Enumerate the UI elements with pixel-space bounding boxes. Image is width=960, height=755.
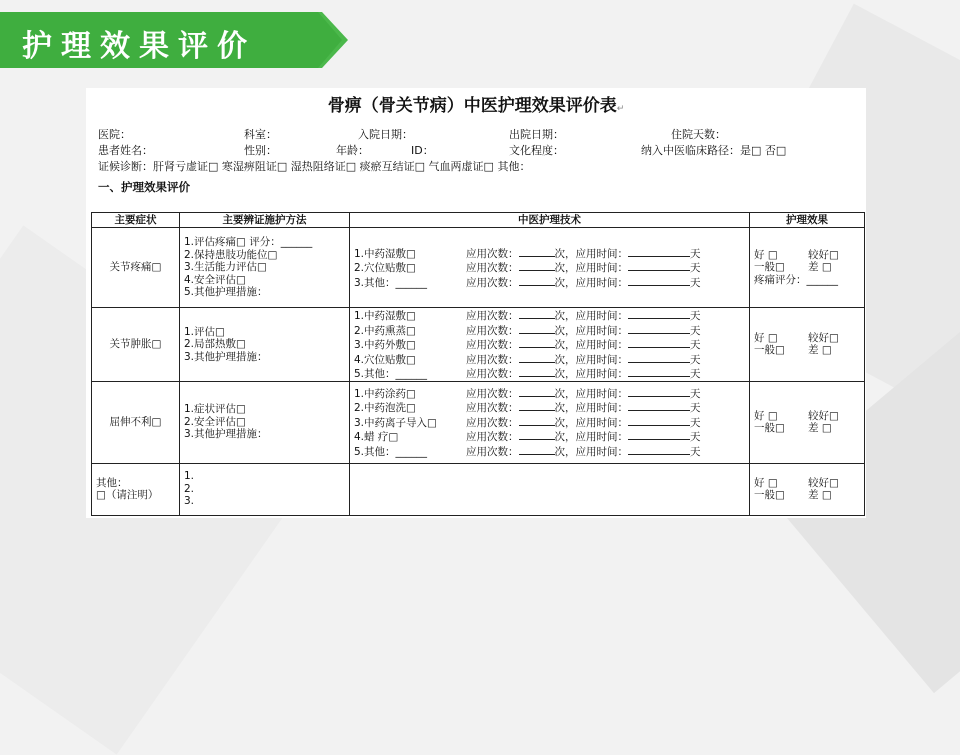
method-item: 3.生活能力评估□ <box>184 261 267 274</box>
technique-item: 5.其他：______ <box>354 368 428 380</box>
method-item: 1.症状评估□ <box>184 403 246 416</box>
days-label: 天 <box>690 353 701 366</box>
technique-line <box>354 366 745 381</box>
column-header: 主要症状 <box>92 213 180 228</box>
days-blank <box>628 308 690 319</box>
days-blank <box>628 260 690 271</box>
techniques-cell <box>350 381 750 463</box>
count-label: 应用次数： <box>466 262 519 275</box>
count-blank <box>519 444 555 455</box>
technique-line <box>354 260 745 275</box>
table-header-row <box>92 213 865 228</box>
times-label: 次，应用时间： <box>554 445 628 458</box>
technique-line <box>354 429 745 444</box>
technique-line <box>354 352 745 367</box>
technique-item: 3.中药外敷□ <box>354 339 416 351</box>
effect-options <box>754 249 860 274</box>
methods-cell <box>180 381 350 463</box>
form-title-text: 骨痹（骨关节病）中医护理效果评价表 <box>327 96 617 116</box>
technique-line <box>354 275 745 290</box>
table-row <box>92 463 865 515</box>
days-blank <box>628 415 690 426</box>
count-blank <box>519 308 555 319</box>
methods-cell <box>180 463 350 515</box>
techniques-cell <box>350 228 750 308</box>
count-blank <box>519 260 555 271</box>
count-blank <box>519 275 555 286</box>
effect-options <box>754 477 860 502</box>
effect-option: 好 □ <box>754 409 778 422</box>
stay-days-field: 住院天数： <box>671 128 726 141</box>
department-field: 科室： <box>244 128 277 141</box>
technique-line <box>354 444 745 459</box>
method-item: 3.其他护理措施： <box>184 428 268 441</box>
effect-option: 一般□ <box>754 261 785 274</box>
effect-cell <box>750 381 865 463</box>
technique-line <box>354 337 745 352</box>
effect-option: 较好□ <box>808 409 839 422</box>
times-label: 次，应用时间： <box>554 431 628 444</box>
techniques-cell <box>350 308 750 382</box>
times-label: 次，应用时间： <box>554 402 628 415</box>
evaluation-form <box>86 88 866 518</box>
symptom-cell: 关节肿胀□ <box>92 308 180 382</box>
effect-option: 较好□ <box>808 248 839 261</box>
return-mark: ↵ <box>616 104 625 114</box>
clinical-pathway-field: 纳入中医临床路径：是□ 否□ <box>641 144 787 157</box>
count-label: 应用次数： <box>466 387 519 400</box>
effect-option: 一般□ <box>754 422 785 434</box>
times-label: 次，应用时间： <box>554 262 628 275</box>
days-label: 天 <box>690 276 701 289</box>
times-label: 次，应用时间： <box>554 353 628 366</box>
days-blank <box>628 386 690 397</box>
symptom-cell: 关节疼痛□ <box>92 228 180 308</box>
method-item: 2.安全评估□ <box>184 415 246 428</box>
technique-item: 4.蜡 疗□ <box>354 431 399 444</box>
days-blank <box>628 337 690 348</box>
technique-line <box>354 415 745 430</box>
effect-option: 差 □ <box>808 261 832 274</box>
technique-line <box>354 308 745 323</box>
column-header: 护理效果 <box>750 213 865 228</box>
effect-cell <box>750 228 865 308</box>
days-label: 天 <box>690 416 701 429</box>
effect-options <box>754 410 860 435</box>
days-blank <box>628 444 690 455</box>
effect-option: 一般□ <box>754 489 785 501</box>
method-item: 2. <box>184 482 195 495</box>
count-label: 应用次数： <box>466 445 519 458</box>
count-label: 应用次数： <box>466 276 519 289</box>
effect-option: 较好□ <box>808 476 839 489</box>
method-item: 1.评估□ <box>184 325 225 338</box>
slide-title-banner <box>0 12 350 68</box>
form-title <box>86 91 866 116</box>
techniques-cell <box>350 463 750 515</box>
count-label: 应用次数： <box>466 247 519 260</box>
technique-item: 5.其他：______ <box>354 445 428 458</box>
days-blank <box>628 323 690 334</box>
times-label: 次，应用时间： <box>554 339 628 351</box>
technique-line <box>354 323 745 338</box>
technique-item: 1.中药湿敷□ <box>354 310 416 322</box>
count-label: 应用次数： <box>466 431 519 444</box>
days-label: 天 <box>690 445 701 458</box>
days-label: 天 <box>690 262 701 275</box>
age-field: 年龄： <box>336 144 369 157</box>
days-label: 天 <box>690 431 701 444</box>
method-item: 4.安全评估□ <box>184 273 246 286</box>
method-item: 2.保持患肢功能位□ <box>184 248 278 261</box>
patient-name-field: 患者姓名： <box>98 144 153 157</box>
count-blank <box>519 246 555 257</box>
count-label: 应用次数： <box>466 402 519 415</box>
method-item: 2.局部热敷□ <box>184 338 246 350</box>
id-field: ID： <box>411 144 434 157</box>
symptom-cell <box>92 463 180 515</box>
count-blank <box>519 386 555 397</box>
method-item: 1. <box>184 470 195 483</box>
effect-option: 好 □ <box>754 248 778 261</box>
technique-item: 2.穴位贴敷□ <box>354 262 416 275</box>
technique-item: 1.中药涂药□ <box>354 387 416 400</box>
times-label: 次，应用时间： <box>554 324 628 337</box>
slide-title: 护理效果评价 <box>22 29 256 64</box>
technique-item: 2.中药泡洗□ <box>354 402 416 415</box>
technique-item: 1.中药湿敷□ <box>354 247 416 260</box>
count-blank <box>519 429 555 440</box>
count-blank <box>519 323 555 334</box>
syndrome-diagnosis-field: 证候诊断：肝肾亏虚证□ 寒湿痹阻证□ 湿热阻络证□ 痰瘀互结证□ 气血两虚证□ 其他： <box>98 160 531 173</box>
symptom-other-label: 其他： <box>96 476 128 489</box>
pain-score-field: 疼痛评分：______ <box>754 273 838 286</box>
count-label: 应用次数： <box>466 416 519 429</box>
discharge-date-field: 出院日期： <box>509 128 564 141</box>
count-blank <box>519 352 555 363</box>
symptom-other-note: □（请注明） <box>96 489 159 501</box>
gender-field: 性别： <box>244 144 277 157</box>
count-label: 应用次数： <box>466 324 519 337</box>
days-blank <box>628 246 690 257</box>
table-row <box>92 308 865 382</box>
days-blank <box>628 400 690 411</box>
days-label: 天 <box>690 402 701 415</box>
count-label: 应用次数： <box>466 339 519 351</box>
effect-option: 一般□ <box>754 344 785 357</box>
effect-option: 差 □ <box>808 422 832 434</box>
count-blank <box>519 366 555 377</box>
effect-cell <box>750 308 865 382</box>
times-label: 次，应用时间： <box>554 416 628 429</box>
column-header: 主要辨证施护方法 <box>180 213 350 228</box>
count-blank <box>519 415 555 426</box>
effect-option: 较好□ <box>808 331 839 344</box>
effect-cell <box>750 463 865 515</box>
days-label: 天 <box>690 339 701 351</box>
days-label: 天 <box>690 324 701 337</box>
table-row <box>92 381 865 463</box>
technique-item: 3.中药离子导入□ <box>354 416 437 429</box>
method-item: 3. <box>184 495 195 508</box>
days-blank <box>628 352 690 363</box>
count-label: 应用次数： <box>466 368 519 380</box>
days-label: 天 <box>690 310 701 322</box>
method-item: 3.其他护理措施： <box>184 350 268 363</box>
technique-line <box>354 246 745 261</box>
methods-cell <box>180 308 350 382</box>
technique-item: 4.穴位贴敷□ <box>354 353 416 366</box>
effect-option: 差 □ <box>808 489 832 501</box>
column-header: 中医护理技术 <box>350 213 750 228</box>
days-label: 天 <box>690 247 701 260</box>
section-heading: 一、护理效果评价 <box>98 180 190 194</box>
days-label: 天 <box>690 368 701 380</box>
method-item: 1.评估疼痛□ 评分：______ <box>184 236 313 249</box>
effect-option: 好 □ <box>754 331 778 344</box>
days-blank <box>628 366 690 377</box>
technique-line <box>354 400 745 415</box>
education-field: 文化程度： <box>509 144 564 157</box>
technique-item: 2.中药熏蒸□ <box>354 324 416 337</box>
evaluation-table <box>91 212 865 516</box>
methods-cell <box>180 228 350 308</box>
times-label: 次，应用时间： <box>554 276 628 289</box>
effect-option: 差 □ <box>808 344 832 357</box>
days-blank <box>628 429 690 440</box>
count-blank <box>519 337 555 348</box>
effect-option: 好 □ <box>754 476 778 489</box>
technique-item: 3.其他：______ <box>354 276 428 289</box>
count-label: 应用次数： <box>466 310 519 322</box>
times-label: 次，应用时间： <box>554 310 628 322</box>
method-item: 5.其他护理措施： <box>184 286 268 299</box>
days-label: 天 <box>690 387 701 400</box>
technique-line <box>354 386 745 401</box>
times-label: 次，应用时间： <box>554 387 628 400</box>
symptom-cell: 屈伸不利□ <box>92 381 180 463</box>
table-row <box>92 228 865 308</box>
count-label: 应用次数： <box>466 353 519 366</box>
times-label: 次，应用时间： <box>554 368 628 380</box>
days-blank <box>628 275 690 286</box>
count-blank <box>519 400 555 411</box>
effect-options <box>754 332 860 357</box>
times-label: 次，应用时间： <box>554 247 628 260</box>
hospital-field: 医院： <box>98 128 131 141</box>
admission-date-field: 入院日期： <box>358 128 413 141</box>
